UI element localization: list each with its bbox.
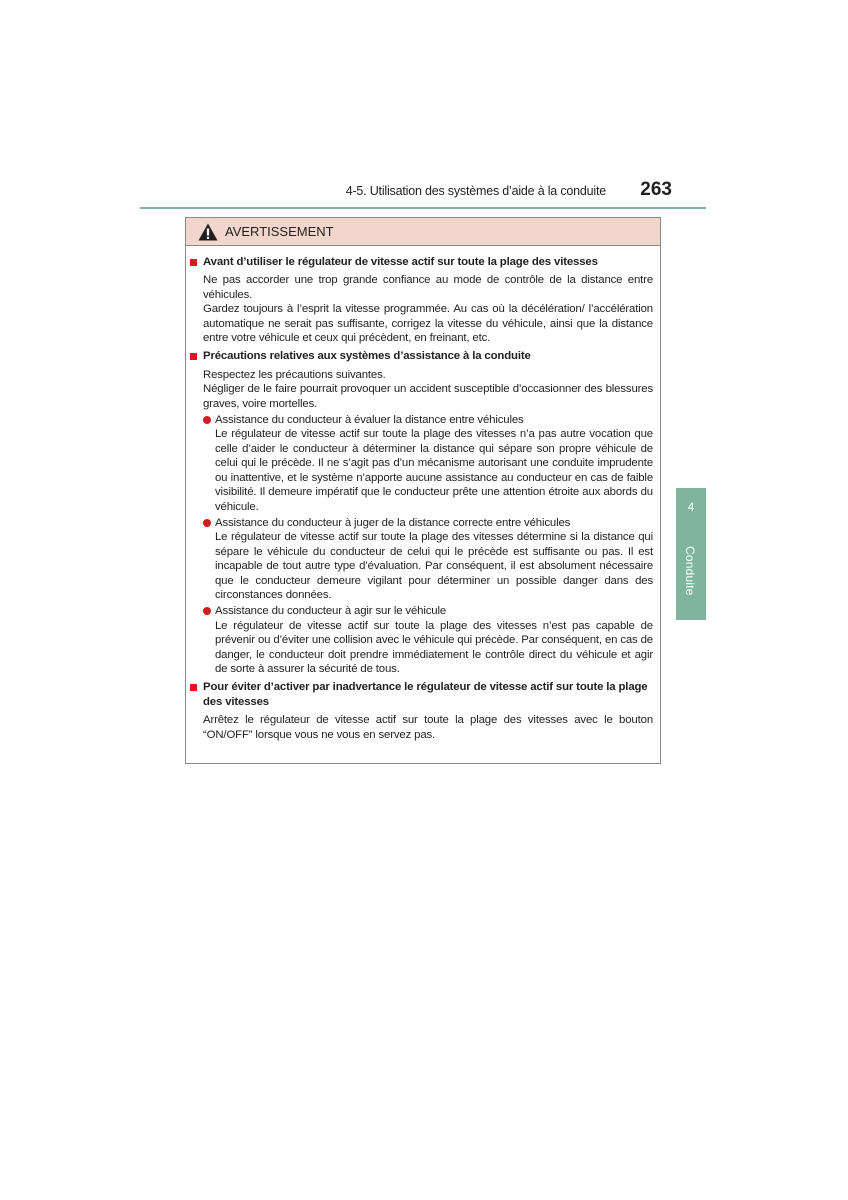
warning-section bbox=[190, 255, 653, 345]
list-item-text: Le régulateur de vitesse actif sur toute la plage des vitesses n’a pas autre vocation que celle d’aider le conducteur à déterminer la distance qui sépare son propre véhicule de celui qui le précède. Il ne s’agit pas d’un mécanisme autorisant une conduite imprudente ou inattentive, et le système n’apporte aucune assistance au conducteur en cas de faible visibilité. Il demeure impératif que le conducteur prête une attention étroite aux abords du véhicule. bbox=[215, 428, 653, 513]
chapter-tab-number: 4 bbox=[687, 500, 695, 514]
round-bullet-icon bbox=[203, 416, 211, 424]
list-item-title: Assistance du conducteur à juger de la distance correcte entre véhicules bbox=[215, 516, 571, 529]
list-item bbox=[203, 413, 653, 514]
warning-header bbox=[186, 218, 660, 246]
paragraph: Gardez toujours à l’esprit la vitesse programmée. Au cas où la décélération/ l’accélération automatique ne serait pas suffisante, corrigez la vitesse du véhicule, ainsi que la distance entre votre véhicule et ceux qui précèdent, en freinant, etc. bbox=[203, 303, 653, 345]
square-bullet-icon bbox=[190, 684, 197, 691]
section-heading-text: Avant d’utiliser le régulateur de vitesse actif sur toute la plage des vitesses bbox=[203, 256, 598, 268]
section-heading-text: Pour éviter d’activer par inadvertance le régulateur de vitesse actif sur toute la plage des vitesses bbox=[203, 681, 648, 708]
list-item-text: Le régulateur de vitesse actif sur toute la plage des vitesses n’est pas capable de prévenir ou d’éviter une collision avec le véhicule qui précède. Par conséquent, en cas de danger, le conducteur doit prendre immédiatement le contrôle direct du véhicule et agir de sorte à assurer la sécurité de tous. bbox=[215, 619, 653, 675]
section-heading bbox=[190, 349, 653, 363]
chapter-tab-label: Conduite bbox=[683, 546, 697, 596]
list-item-content bbox=[215, 516, 653, 602]
section-heading bbox=[190, 255, 653, 269]
paragraph: Négliger de le faire pourrait provoquer un accident susceptible d’occasionner des blessures graves, voire mortelles. bbox=[203, 383, 653, 410]
section-text bbox=[203, 368, 653, 411]
page-number: 263 bbox=[640, 179, 672, 200]
warning-box bbox=[185, 217, 661, 764]
section-heading bbox=[190, 680, 653, 709]
list-item-text: Le régulateur de vitesse actif sur toute la plage des vitesses détermine si la distance qui sépare le véhicule du conducteur de celui qui le précède est suffisante ou pas. Il est incapable de tout autre type d’évaluation. Par conséquent, il est absolument nécessaire que le conducteur demeure vigilant pour déterminer un possible danger dans des circonstances données. bbox=[215, 531, 653, 601]
square-bullet-icon bbox=[190, 259, 197, 266]
list-item-title: Assistance du conducteur à agir sur le véhicule bbox=[215, 605, 447, 618]
warning-title: AVERTISSEMENT bbox=[225, 224, 334, 239]
list-item bbox=[203, 516, 653, 602]
section-text bbox=[203, 273, 653, 345]
chapter-header-title: 4-5. Utilisation des systèmes d’aide à la conduite bbox=[345, 184, 606, 198]
header-divider bbox=[140, 207, 706, 209]
list-item-title: Assistance du conducteur à évaluer la distance entre véhicules bbox=[215, 414, 524, 427]
square-bullet-icon bbox=[190, 353, 197, 360]
warning-section bbox=[190, 680, 653, 742]
warning-triangle-icon bbox=[198, 223, 218, 241]
warning-section bbox=[190, 349, 653, 676]
chapter-side-tab bbox=[676, 488, 706, 620]
round-bullet-icon bbox=[203, 607, 211, 615]
list-item-content bbox=[215, 604, 653, 676]
round-bullet-icon bbox=[203, 519, 211, 527]
section-text bbox=[203, 713, 653, 742]
paragraph: Ne pas accorder une trop grande confiance au mode de contrôle de la distance entre véhicules. bbox=[203, 274, 653, 301]
paragraph: Respectez les précautions suivantes. bbox=[203, 368, 386, 381]
section-heading-text: Précautions relatives aux systèmes d’assistance à la conduite bbox=[203, 350, 531, 363]
warning-body bbox=[186, 246, 660, 742]
list-item bbox=[203, 604, 653, 676]
list-item-content bbox=[215, 413, 653, 514]
paragraph: Arrêtez le régulateur de vitesse actif sur toute la plage des vitesses avec le bouton “ON/OFF” lorsque vous ne vous en servez pas. bbox=[203, 714, 653, 741]
